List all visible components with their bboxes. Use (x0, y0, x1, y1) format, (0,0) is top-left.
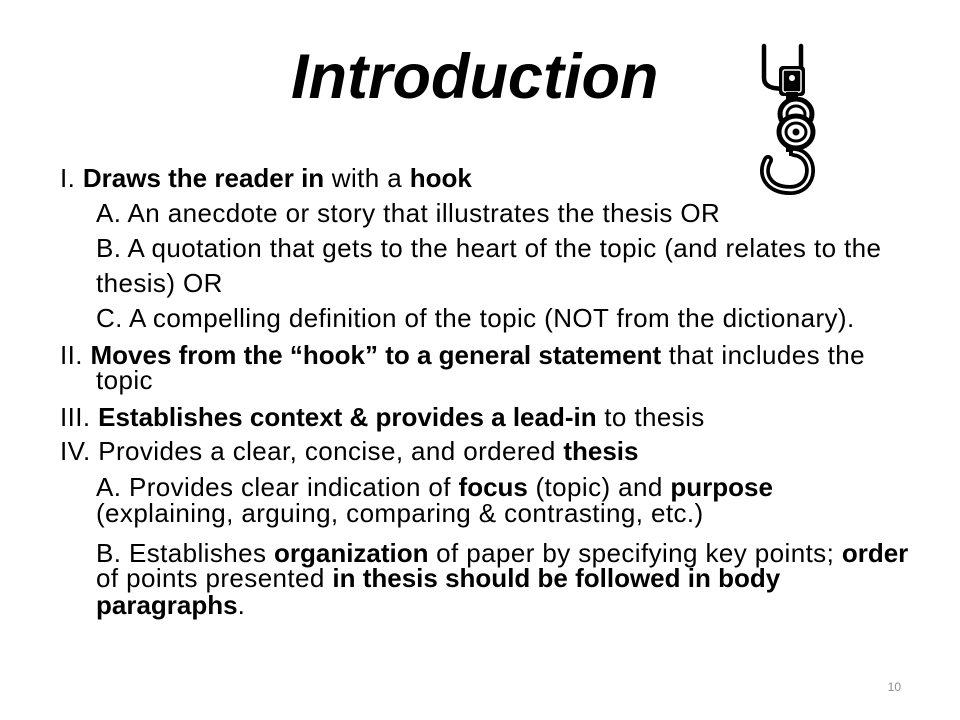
text: topic (96, 365, 153, 395)
bold-text: paragraphs (96, 590, 238, 620)
text: C. A compelling definition of the topic (NOT from the dictionary). (96, 303, 855, 333)
bold-text: Draws the reader in (82, 163, 325, 193)
bold-text: purpose (670, 472, 773, 502)
bold-text: in thesis should be followed in body (332, 563, 781, 593)
outline-item-line (60, 402, 705, 432)
text: IV. Provides a clear, concise, and ordered (60, 436, 564, 466)
text: III. (60, 402, 99, 432)
text: I. (60, 163, 83, 193)
text: of points presented (96, 563, 333, 593)
outline-item-continuation-line (96, 365, 153, 395)
text: A. Provides clear indication of (96, 472, 459, 502)
outline-item-continuation-line (96, 498, 704, 528)
text: B. A quotation that gets to the heart of the topic (and relates to the (96, 233, 882, 263)
text: of paper by specifying key points; (428, 538, 842, 568)
text: that includes the (661, 340, 865, 370)
bold-text: thesis (563, 436, 639, 466)
text: (topic) and (527, 472, 671, 502)
outline-item-line (60, 436, 638, 466)
text: to thesis (596, 402, 705, 432)
outline-item-line (96, 198, 720, 228)
bold-text: Moves from the “hook” to a general statement (90, 340, 662, 370)
bold-text: Establishes context & provides a lead-in (98, 402, 597, 432)
bold-text: focus (458, 472, 528, 502)
text: (explaining, arguing, comparing & contrasting, etc.) (96, 498, 704, 528)
text: . (237, 590, 246, 620)
text: A. An anecdote or story that illustrates the thesis OR (96, 198, 721, 228)
text: with a (324, 163, 410, 193)
outline-item-continuation-line (96, 590, 245, 620)
bold-text: order (841, 538, 909, 568)
slide-number: 10 (887, 680, 901, 694)
outline-item-line (96, 233, 881, 263)
outline-item-line (60, 340, 865, 370)
outline-item-continuation-line (96, 268, 223, 298)
text: II. (60, 340, 91, 370)
outline-item-continuation-line (96, 563, 780, 593)
text: thesis) OR (96, 268, 223, 298)
bold-text: organization (273, 538, 429, 568)
text: B. Establishes (96, 538, 274, 568)
outline-item-line (96, 303, 855, 333)
bold-text: hook (409, 163, 472, 193)
slide-title: Introduction (291, 42, 659, 112)
outline-item-line (60, 163, 472, 193)
